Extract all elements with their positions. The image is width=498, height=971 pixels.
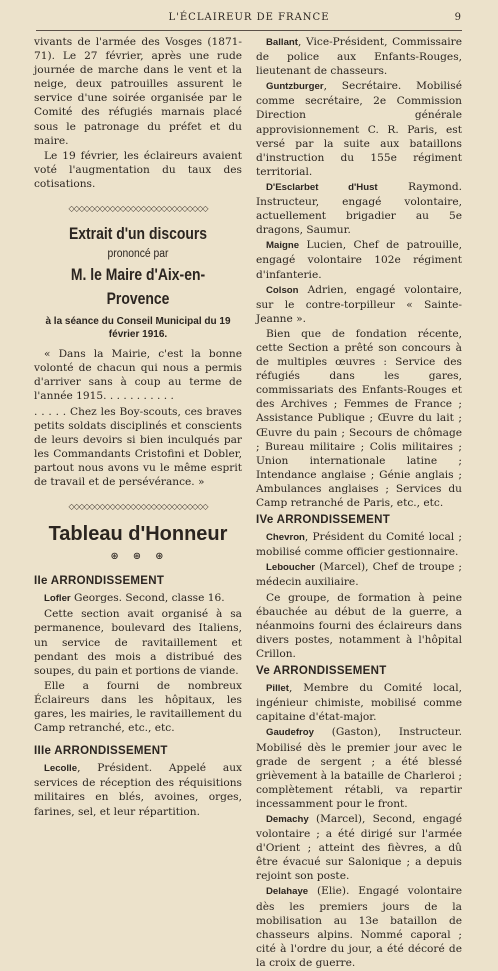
intro-paragraph-1: vivants de l'armée des Vosges (1871-71). Le 27 février, après une rude journée de marche dans le vent et la neige, deux patrouilles assurent le service d'une soirée organisée par le Comité des réfugiés marnais placé sous le patronage du préfet et du maire. [34,36,242,147]
lofler-entry [34,591,242,606]
lecolle-text: , Président. Appelé aux services de réception des réquisitions militaires en blés, avoines, orges, farines, sel, et leur répartition. [34,762,242,818]
entry-text: Lucien, Chef de patrouille, engagé volontaire 102e régiment d'infanterie. [256,239,462,281]
lecolle-name: Lecolle [44,763,78,775]
right-column [256,35,462,971]
intro-paragraph-2: Le 19 février, les éclaireurs avaient voté l'augmentation du taux des cotisations. [34,149,242,190]
entry-name: Ballant [266,37,298,48]
entry-text: Adrien, engagé volontaire, sur le contre-torpilleur « Sainte-Jeanne ». [256,283,462,325]
entry-leboucher [256,560,462,589]
page-number: 9 [454,12,462,23]
header-rule [36,30,462,31]
entry-name: Chevron [266,532,305,544]
left-column [34,35,242,820]
entry-colson [256,283,462,326]
entry-name: D'Esclarbet d'Hust [266,181,378,193]
entry-text: Raymond. Instructeur, engagé volontaire, actuellement brigadier au 5e dragons, Saumur. [256,180,462,237]
arrondissement-3-heading: IIIe ARRONDISSEMENT [34,745,168,758]
entry-delahaye [256,884,462,970]
ornament-divider: ◇◇◇◇◇◇◇◇◇◇◇◇◇◇◇◇◇◇◇◇◇◇◇◇◇◇◇ [68,204,208,213]
lofler-paragraph-1: Cette section avait organisé à sa permanence, boulevard des Italiens, un service de ravitaillement et pendant des mois a distribué des soupes, du pain et portions de viande. [34,608,242,677]
entry-maigne [256,238,462,281]
arrondissement-2-heading: IIe ARRONDISSEMENT [34,575,165,588]
entry-name: Gaudefroy [266,727,314,739]
entry-ballant [256,35,462,78]
entry-name: Pillet [266,683,289,695]
entry-text: (Marcel), Chef de troupe ; médecin auxiliaire. [256,561,462,589]
extrait-title: Extrait d'un discours [68,224,208,244]
discours-paragraph-1: « Dans la Mairie, c'est la bonne volonté de chacun qui nous a permis d'arriver sans à coup au terme de l'année 1915. . . . . . . . . . . [34,348,242,403]
entry-name: Colson [266,284,299,296]
entry-name: Maigne [266,240,300,252]
entry-name: Leboucher [266,562,316,574]
seance-subtitle: à la séance du Conseil Municipal du 19 février 1916. [45,316,231,341]
entry-chevron [256,530,462,559]
entry-text: , Président du Comité local ; mobilisé comme officier gestionnaire. [256,531,462,559]
lofler-text: Georges. Second, classe 16. [70,592,225,605]
tableau-title: Tableau d'Honneur [48,523,228,546]
entry-desclarbet [256,180,462,237]
entry-text: , Membre du Comité local, ingénieur chimiste, mobilisé comme capitaine d'état-major. [256,682,462,724]
arr4-paragraph: Ce groupe, de formation à peine ébauchée au début de la guerre, a néanmoins fourni des éclaireurs dans divers postes, notamment à l'hôpital Crillon. [256,591,462,660]
prononce-label: prononcé par [107,248,169,261]
entry-text: (Gaston), Instructeur. Mobilisé dès le premier jour avec le grade de sergent ; a été blessé grièvement à la bataille de Charleroi ; complètement rétabli, va repartir incessamment pour le front. [256,726,462,810]
arrondissement-5-heading: Ve ARRONDISSEMENT [256,665,387,678]
entry-name: Delahaye [266,886,309,898]
entry-text: (Elie). Engagé volontaire dès les premiers jours de la mobilisation au 13e bataillon de chasseurs alpins. Nommé caporal ; cité à l'ordre du jour, a été décoré de la croix de guerre. [256,885,462,969]
entry-guntzburger [256,79,462,179]
lofler-paragraph-2: Elle a fourni de nombreux Éclaireurs dans les hôpitaux, les gares, les mairies, le ravitaillement du Camp retranché, etc., etc. [34,679,242,735]
entry-text: , Vice-Président, Commissaire de police aux Enfants-Rouges, lieutenant de chasseurs. [256,36,462,78]
entry-gaudefroy [256,725,462,811]
entry-text: , Secrétaire. Mobilisé comme secrétaire, 2e Commission Direction générale approvisionnement C. R. Paris, est versé par la suite aux bataillons d'instruction du 155e régiment territorial. [256,80,462,178]
entry-demachy [256,812,462,883]
ornament-divider-2: ◇◇◇◇◇◇◇◇◇◇◇◇◇◇◇◇◇◇◇◇◇◇◇◇◇◇◇ [68,502,208,511]
maire-title: M. le Maire d'Aix-en-Provence [70,265,206,309]
entry-name: Guntzburger [266,81,324,93]
page-header [36,10,462,28]
colson-paragraph: Bien que de fondation récente, cette Section a prêté son concours à de multiples œuvres : Service des réfugiés dans les gares, commissariats des Enfants-Rouges et des Archives ; Femmes de France ; Assistance Publique ; Œuvre du lait ; Œuvre du pain ; Secours de chômage ; Bureau militaire ; Colis militaires ; Union internationale latine ; Intendance anglaise ; Génie anglais ; Ambulances anglaises ; Services du Camp retranché de Paris, etc., etc. [256,327,462,509]
entry-pillet [256,681,462,724]
discours-paragraph-2: . . . . . Chez les Boy-scouts, ces braves petits soldats disciplinés et conscients de leurs devoirs si bien inculqués par les Commandants Cristofini et Dobler, partout nous avons vu le même esprit de travail et de persévérance. » [34,405,242,488]
running-title: L'ÉCLAIREUR DE FRANCE [168,12,330,23]
entry-name: Demachy [266,813,309,825]
stars-ornament: ⊛⊛⊛ [110,551,178,563]
lecolle-entry [34,761,242,818]
arrondissement-4-heading: IVe ARRONDISSEMENT [256,514,391,527]
entry-text: (Marcel), Second, engagé volontaire ; a été dirigé sur l'armée d'Orient ; atteint des fièvres, a dû être évacué sur Salonique ; a depuis rejoint son poste. [256,812,462,883]
lofler-name: Lofler [44,593,71,605]
